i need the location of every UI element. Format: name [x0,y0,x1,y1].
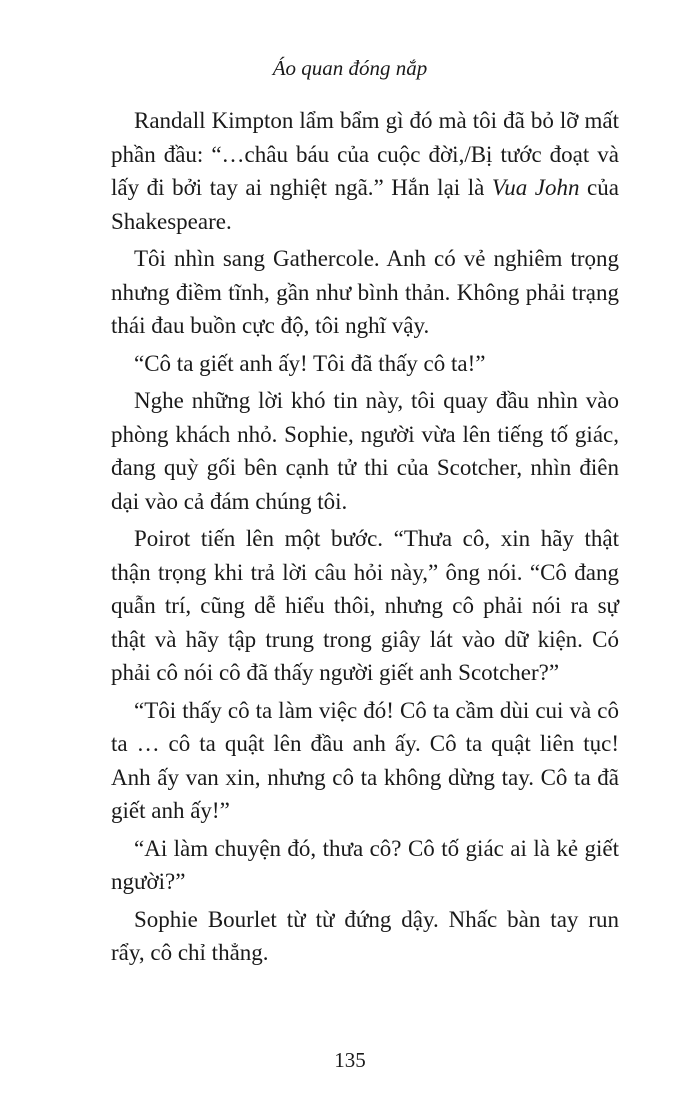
paragraph-4: Nghe những lời khó tin này, tôi quay đầu nhìn vào phòng khách nhỏ. Sophie, người vừa lên tiếng tố giác, đang quỳ gối bên cạnh tử thi của Scotcher, nhìn điên dại vào cả đám chúng tôi. [111,388,619,514]
page-number: 135 [334,1048,366,1072]
paragraph-6: “Tôi thấy cô ta làm việc đó! Cô ta cầm dùi cui và cô ta … cô ta quật lên đầu anh ấy. Cô ta quật liên tục! Anh ấy van xin, nhưng cô ta không dừng tay. Cô ta đã giết anh ấy!” [111,697,619,823]
paragraph-2: Tôi nhìn sang Gathercole. Anh có vẻ nghiêm trọng nhưng điềm tĩnh, gần như bình thản. Không phải trạng thái đau buồn cực độ, tôi nghĩ vậy. [111,246,619,338]
paragraph-5: Poirot tiến lên một bước. “Thưa cô, xin hãy thật thận trọng khi trả lời câu hỏi này,” ông nói. “Cô đang quẫn trí, cũng dễ hiểu thôi, nhưng cô phải nói ra sự thật và hãy tập trung trong giây lát vào dữ kiện. Có phải cô nói cô đã thấy người giết anh Scotcher?” [111,526,619,685]
paragraph-8: Sophie Bourlet từ từ đứng dậy. Nhấc bàn tay run rẩy, cô chỉ thẳng. [111,906,619,965]
body-text [111,104,619,974]
running-title: Áo quan đóng nắp [272,56,428,80]
paragraph-1 [111,104,619,238]
paragraph-3: “Cô ta giết anh ấy! Tôi đã thấy cô ta!” [134,350,486,376]
paragraph-1-text-end: của Shakespeare. [111,175,619,234]
book-title-italic: Vua John [491,175,580,200]
paragraph-7: “Ai làm chuyện đó, thưa cô? Cô tố giác ai là kẻ giết người?” [111,835,619,894]
paragraph-1-text-start: Randall Kimpton lẩm bẩm gì đó mà tôi đã bỏ lỡ mất phần đầu: “…châu báu của cuộc đời,/Bị tước đoạt và lấy đi bởi tay ai nghiệt ngã.” Hắn lại là [111,108,619,200]
